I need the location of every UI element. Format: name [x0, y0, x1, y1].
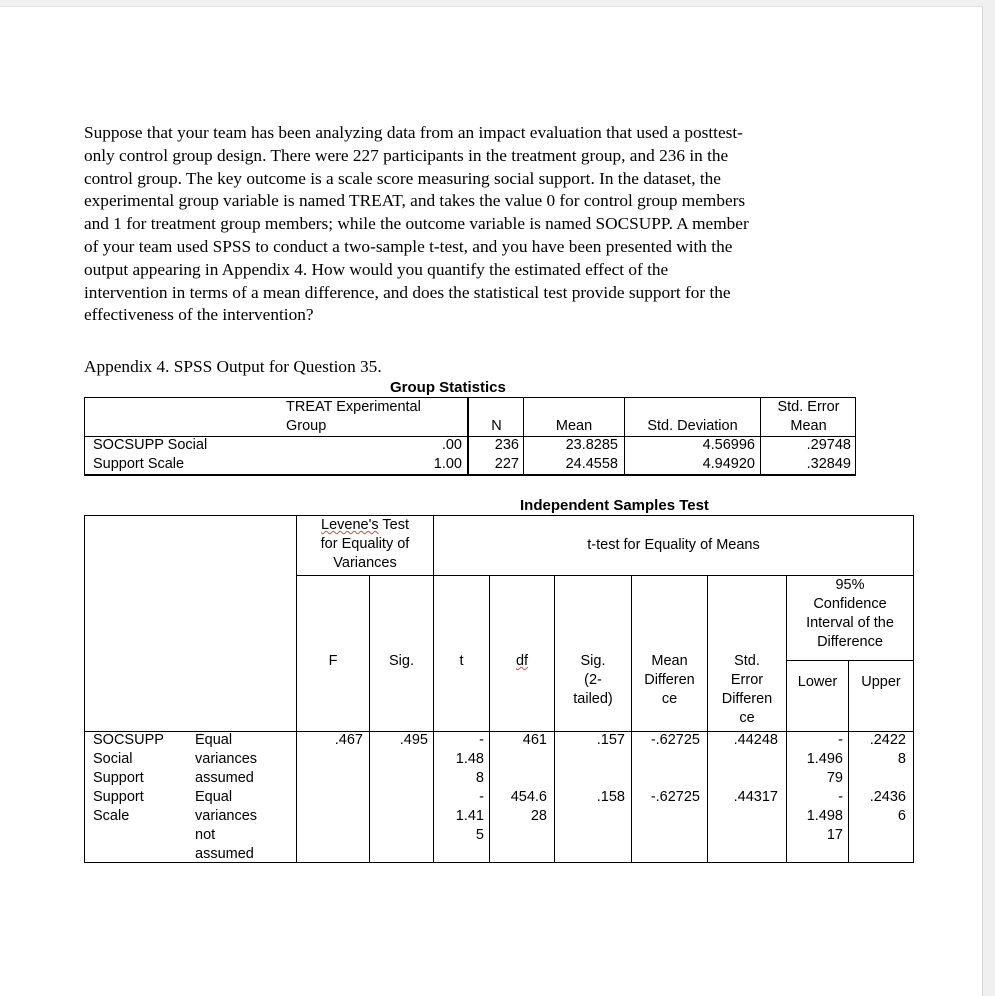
col-std-error-difference: Std. Error Differen ce — [721, 653, 773, 726]
sig2-value: .157 — [596, 732, 625, 748]
row-label-socsupp: SOCSUPP Social Support Support Scale — [93, 732, 164, 824]
se-diff-value: .44248 — [733, 732, 778, 748]
sub-label-equal-not-assumed: Equal variances not assumed — [195, 789, 258, 862]
ttest-header: t-test for Equality of Means — [587, 537, 760, 553]
question-line: intervention in terms of a mean difference, and does the statistical test provide support for the — [84, 282, 731, 302]
col-lower: Lower — [797, 674, 838, 690]
f-value: .467 — [334, 732, 363, 748]
mean-diff-value: -.62725 — [650, 732, 700, 748]
appendix-heading: Appendix 4. SPSS Output for Question 35. — [84, 357, 382, 376]
lower-value: - 1.496 79 — [806, 732, 843, 786]
t-value: - 1.48 8 — [455, 732, 484, 786]
col-df: df — [515, 653, 529, 669]
upper-value: .2436 6 — [869, 789, 906, 824]
header-std-deviation: Std. Deviation — [647, 418, 738, 434]
sig-value: .495 — [399, 732, 428, 748]
col-t: t — [459, 653, 464, 669]
question-line: experimental group variable is named TREAT, and takes the value 0 for control group members — [84, 191, 746, 211]
se-value: .32849 — [806, 456, 851, 472]
col-f: F — [328, 653, 338, 669]
header-std-error-mean: Std. Error Mean — [777, 399, 840, 434]
group-value: .00 — [441, 437, 462, 453]
question-text — [84, 122, 874, 327]
ci-header: 95% Confidence Interval of the Difference — [806, 577, 894, 650]
mean-value: 24.4558 — [565, 456, 618, 472]
question-line: output appearing in Appendix 4. How would you quantify the estimated effect of the — [84, 259, 669, 279]
df-value: 461 — [522, 732, 547, 748]
question-line: of your team used SPSS to conduct a two-sample t-test, and you have been presented with the — [84, 236, 733, 256]
col-upper: Upper — [861, 674, 901, 690]
mean-diff-value: -.62725 — [650, 789, 700, 805]
sd-value: 4.56996 — [702, 437, 755, 453]
sd-value: 4.94920 — [702, 456, 755, 472]
n-value: 227 — [494, 456, 519, 472]
levene-header: Levene's Test for Equality of Variances — [320, 517, 410, 571]
group-value: 1.00 — [433, 456, 462, 472]
levene-word: Levene's — [321, 517, 379, 533]
question-line: control group. The key outcome is a scale score measuring social support. In the dataset, the — [84, 168, 721, 188]
df-value: 454.6 28 — [510, 789, 547, 824]
col-mean-difference: Mean Differen ce — [644, 653, 695, 707]
col-sig-2-tailed: Sig. (2- tailed) — [573, 653, 613, 707]
header-mean: Mean — [555, 418, 593, 434]
col-sig: Sig. — [389, 653, 414, 669]
se-diff-value: .44317 — [733, 789, 778, 805]
se-value: .29748 — [806, 437, 851, 453]
mean-value: 23.8285 — [565, 437, 618, 453]
lower-value: - 1.498 17 — [806, 789, 843, 843]
header-treat-group: TREAT Experimental Group — [286, 399, 421, 434]
question-line: and 1 for treatment group members; while the outcome variable is named SOCSUPP. A member — [84, 214, 749, 234]
ind-test-title: Independent Samples Test — [520, 497, 709, 514]
question-line: effectiveness of the intervention? — [84, 305, 314, 325]
t-value: - 1.41 5 — [455, 789, 484, 843]
header-n: N — [491, 418, 502, 434]
sub-label-equal-assumed: Equal variances assumed — [195, 732, 258, 786]
upper-value: .2422 8 — [869, 732, 906, 767]
row-label-socsupp: SOCSUPP Social Support Scale — [93, 437, 208, 472]
sig2-value: .158 — [596, 789, 625, 805]
question-line: only control group design. There were 227 participants in the treatment group, and 236 in the — [84, 145, 729, 165]
n-value: 236 — [494, 437, 519, 453]
question-line: Suppose that your team has been analyzing data from an impact evaluation that used a posttest- — [84, 123, 743, 142]
group-stats-title: Group Statistics — [390, 379, 506, 396]
